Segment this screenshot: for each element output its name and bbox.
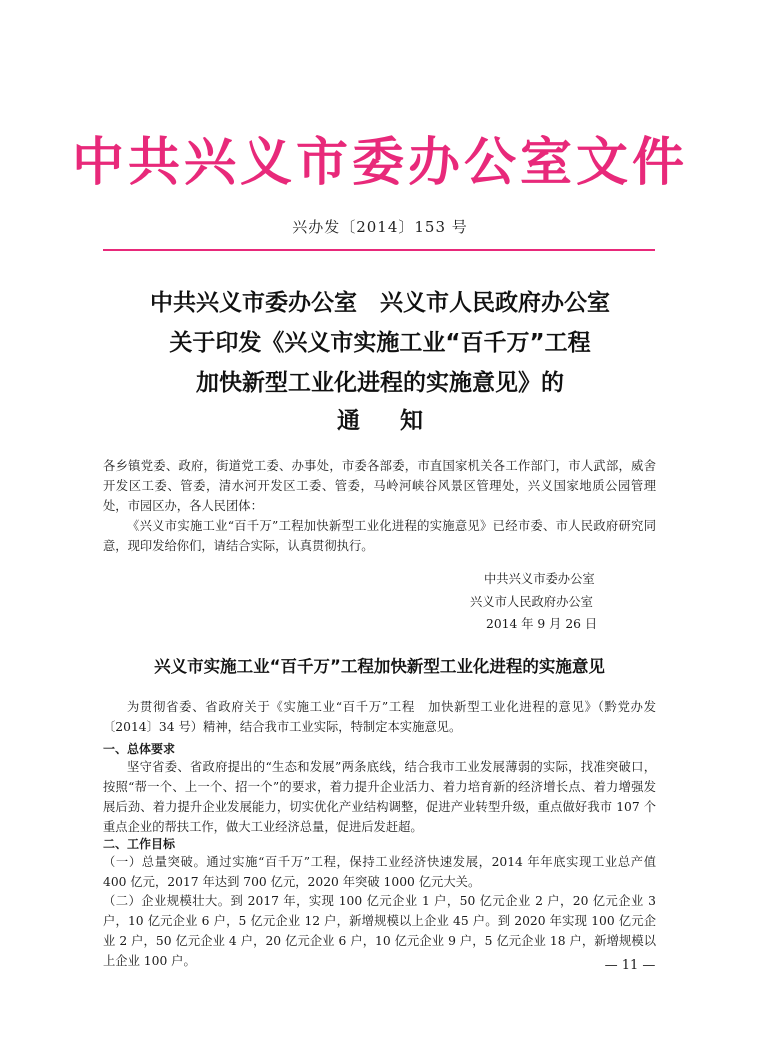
document-masthead: 中共兴义市委办公室文件 [71,132,688,193]
section-1-body: 坚守省委、省政府提出的“生态和发展”两条底线，结合我市工业发展薄弱的实际，找准突破口，按照“帮一个、上一个、招一个”的要求，着力提升企业活力、着力培育新的经济增长点、着力增强发展后劲、着力提升企业发展能力，切实优化产业结构调整，促进产业转型升级，重点做好我市 107 个重点企业的帮扶工作，做大工业经济总量，促进后发赶超。 [103,760,656,834]
header-divider [103,249,655,251]
opinion-title: 兴义市实施工业“百千万”工程加快新型工业化进程的实施意见 [154,657,605,676]
notice-title-line-2: 关于印发《兴义市实施工业“百千万”工程 [169,330,591,356]
goal-2: （二）企业规模壮大。到 2017 年，实现 100 亿元企业 1 户，50 亿元企业 2 户，20 亿元企业 3 户，10 亿元企业 6 户，5 亿元企业 12 户，新增规模以上企业 45 户。到 2020 年实现 100 亿元企业 2 户，50 亿元企业 4 户，20 亿元企业 6 户，10 亿元企业 9 户，5 亿元企业 18 户，新增规模以上企业 100 户。 [103,894,656,968]
opinion-intro: 为贯彻省委、省政府关于《实施工业“百千万”工程 加快新型工业化进程的意见》（黔党办发〔2014〕34 号）精神，结合我市工业实际，特制定本实施意见。 [103,700,656,734]
notice-title-line-4: 通知 [337,408,463,434]
signature-government-office: 兴义市人民政府办公室 [470,595,593,609]
notice-title-line-3: 加快新型工业化进程的实施意见》的 [196,370,564,396]
notice-date: 2014 年 9 月 26 日 [486,617,598,631]
section-2-heading: 二、工作目标 [103,837,176,851]
section-1-heading: 一、总体要求 [103,742,176,756]
notice-body: 《兴义市实施工业“百千万”工程加快新型工业化进程的实施意见》已经市委、市人民政府研究同意，现印发给你们，请结合实际，认真贯彻执行。 [103,519,656,553]
notice-title-line-1: 中共兴义市委办公室 兴义市人民政府办公室 [150,290,610,316]
document-number: 兴办发〔2014〕153 号 [292,218,468,236]
goal-1: （一）总量突破。通过实施“百千万”工程，保持工业经济快速发展，2014 年年底实现工业总产值 400 亿元，2017 年达到 700 亿元，2020 年突破 1000 亿元大关。 [103,855,656,889]
notice-recipients: 各乡镇党委、政府，街道党工委、办事处，市委各部委，市直国家机关各工作部门，市人武部，威舍开发区工委、管委，清水河开发区工委、管委，马岭河峡谷风景区管理处，兴义国家地质公园管理处，市园区办，各人民团体： [103,459,656,513]
page-number: — 11 — [604,958,656,973]
signature-party-office: 中共兴义市委办公室 [484,572,595,586]
